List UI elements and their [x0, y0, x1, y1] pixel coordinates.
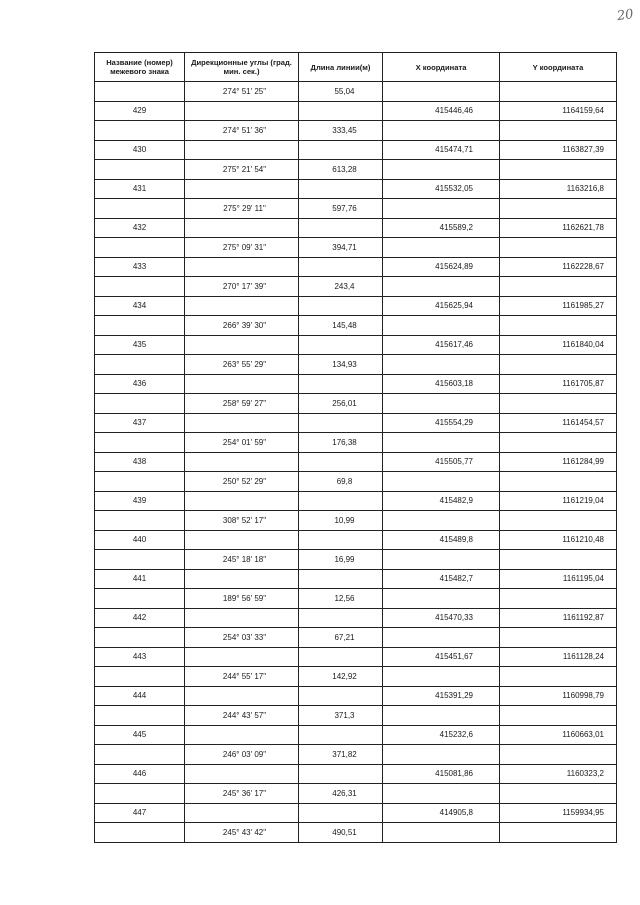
cell-length: 145,48	[299, 316, 383, 335]
cell-point-name	[95, 472, 185, 491]
cell-angle: 250° 52' 29"	[185, 472, 299, 491]
cell-angle	[185, 180, 299, 199]
cell-y: 1161219,04	[562, 496, 604, 506]
cell-y: 1161705,87	[562, 379, 604, 389]
cell-x: 415482,7	[383, 570, 500, 589]
table-row	[95, 472, 616, 492]
cell-point-name	[95, 433, 185, 452]
cell-y: 1160323,2	[566, 769, 604, 779]
cell-length: 613,28	[299, 160, 383, 179]
table-row	[95, 102, 616, 122]
cell-y: 1162228,67	[562, 262, 604, 272]
table-row	[95, 589, 616, 609]
table-header	[95, 53, 616, 82]
cell-point-name: 432	[95, 219, 185, 238]
cell-y: 1161195,04	[562, 574, 604, 584]
cell-y	[500, 823, 616, 842]
cell-x: 415232,6	[383, 726, 500, 745]
cell-x	[383, 433, 500, 452]
cell-angle	[185, 414, 299, 433]
cell-point-name	[95, 745, 185, 764]
table-row	[95, 219, 616, 239]
cell-length: 371,3	[299, 706, 383, 725]
cell-y	[500, 199, 616, 218]
cell-x: 415617,46	[383, 336, 500, 355]
cell-angle: 275° 29' 11"	[185, 199, 299, 218]
cell-y: 1161128,24	[562, 652, 604, 662]
table-row	[95, 277, 616, 297]
cell-point-name: 430	[95, 141, 185, 160]
table-row	[95, 199, 616, 219]
cell-x	[383, 667, 500, 686]
table-row	[95, 765, 616, 785]
cell-y: 1161454,57	[562, 418, 604, 428]
cell-angle: 245° 43' 42"	[185, 823, 299, 842]
cell-angle: 246° 03' 09"	[185, 745, 299, 764]
cell-angle: 244° 55' 17"	[185, 667, 299, 686]
table-row	[95, 570, 616, 590]
cell-angle	[185, 453, 299, 472]
cell-angle	[185, 336, 299, 355]
cell-x: 415446,46	[383, 102, 500, 121]
cell-length: 490,51	[299, 823, 383, 842]
cell-length	[299, 297, 383, 316]
cell-length: 142,92	[299, 667, 383, 686]
cell-x	[383, 355, 500, 374]
cell-point-name: 433	[95, 258, 185, 277]
table-row	[95, 492, 616, 512]
page-number-mark: 20	[616, 6, 635, 25]
table-row	[95, 238, 616, 258]
cell-length: 134,93	[299, 355, 383, 374]
cell-y	[500, 160, 616, 179]
cell-angle	[185, 375, 299, 394]
cell-point-name: 434	[95, 297, 185, 316]
cell-length	[299, 141, 383, 160]
cell-length	[299, 648, 383, 667]
cell-angle: 266° 39' 30"	[185, 316, 299, 335]
cell-y	[500, 121, 616, 140]
cell-y: 1163827,39	[562, 145, 604, 155]
cell-angle	[185, 726, 299, 745]
table-row	[95, 706, 616, 726]
table-row	[95, 531, 616, 551]
table-body	[95, 82, 616, 843]
cell-length	[299, 765, 383, 784]
cell-y: 1160663,01	[562, 730, 604, 740]
table-row	[95, 375, 616, 395]
cell-x	[383, 589, 500, 608]
cell-y: 1161985,27	[562, 301, 604, 311]
cell-point-name: 429	[95, 102, 185, 121]
cell-angle: 275° 21' 54"	[185, 160, 299, 179]
table-row	[95, 160, 616, 180]
cell-length	[299, 804, 383, 823]
table-row	[95, 82, 616, 102]
cell-y	[500, 745, 616, 764]
cell-length: 176,38	[299, 433, 383, 452]
cell-length: 12,56	[299, 589, 383, 608]
header-x-coordinate: X координата	[383, 53, 500, 81]
cell-y	[500, 550, 616, 569]
cell-x	[383, 82, 500, 101]
cell-x	[383, 823, 500, 842]
cell-point-name: 441	[95, 570, 185, 589]
cell-x	[383, 550, 500, 569]
cell-length	[299, 726, 383, 745]
header-angle: Дирекционные углы (град. мин. сек.)	[185, 53, 299, 81]
cell-angle	[185, 492, 299, 511]
cell-angle	[185, 531, 299, 550]
cell-length: 371,82	[299, 745, 383, 764]
table-row	[95, 355, 616, 375]
cell-angle: 254° 01' 59"	[185, 433, 299, 452]
cell-point-name: 446	[95, 765, 185, 784]
table-row	[95, 394, 616, 414]
table-row	[95, 316, 616, 336]
cell-x	[383, 121, 500, 140]
cell-point-name	[95, 784, 185, 803]
cell-x	[383, 745, 500, 764]
cell-y: 1164159,64	[562, 106, 604, 116]
cell-angle	[185, 687, 299, 706]
cell-point-name	[95, 667, 185, 686]
cell-point-name	[95, 823, 185, 842]
cell-x: 415589,2	[383, 219, 500, 238]
cell-point-name: 437	[95, 414, 185, 433]
table-row	[95, 726, 616, 746]
cell-length	[299, 687, 383, 706]
cell-point-name: 443	[95, 648, 185, 667]
cell-x: 415470,33	[383, 609, 500, 628]
cell-angle: 308° 52' 17"	[185, 511, 299, 530]
cell-length	[299, 609, 383, 628]
table-row	[95, 745, 616, 765]
cell-point-name: 431	[95, 180, 185, 199]
table-row	[95, 121, 616, 141]
cell-x: 414905,8	[383, 804, 500, 823]
cell-x	[383, 238, 500, 257]
cell-y: 1161840,04	[562, 340, 604, 350]
table-row	[95, 433, 616, 453]
header-point-name: Название (номер) межевого знака	[95, 53, 185, 81]
cell-angle: 258° 59' 27"	[185, 394, 299, 413]
cell-angle: 270° 17' 39"	[185, 277, 299, 296]
cell-angle	[185, 804, 299, 823]
cell-point-name	[95, 82, 185, 101]
cell-x: 415625,94	[383, 297, 500, 316]
cell-length: 10,99	[299, 511, 383, 530]
cell-y: 1160998,79	[562, 691, 604, 701]
cell-angle	[185, 258, 299, 277]
cell-point-name	[95, 238, 185, 257]
cell-y	[500, 355, 616, 374]
cell-y: 1163216,8	[566, 184, 604, 194]
cell-x	[383, 199, 500, 218]
cell-y	[500, 628, 616, 647]
cell-y	[500, 316, 616, 335]
cell-x: 415489,8	[383, 531, 500, 550]
cell-point-name	[95, 511, 185, 530]
table-row	[95, 667, 616, 687]
cell-point-name: 439	[95, 492, 185, 511]
cell-x: 415482,9	[383, 492, 500, 511]
table-row	[95, 804, 616, 824]
cell-point-name: 445	[95, 726, 185, 745]
cell-y	[500, 238, 616, 257]
cell-y	[500, 394, 616, 413]
cell-point-name	[95, 589, 185, 608]
cell-length	[299, 258, 383, 277]
header-y-coordinate: Y координата	[532, 62, 584, 72]
cell-point-name: 435	[95, 336, 185, 355]
table-row	[95, 336, 616, 356]
cell-length	[299, 180, 383, 199]
cell-point-name	[95, 550, 185, 569]
cell-angle	[185, 648, 299, 667]
cell-point-name: 442	[95, 609, 185, 628]
cell-length	[299, 453, 383, 472]
cell-length	[299, 102, 383, 121]
cell-y	[500, 589, 616, 608]
cell-angle	[185, 570, 299, 589]
cell-x: 415532,05	[383, 180, 500, 199]
cell-length: 426,31	[299, 784, 383, 803]
cell-x: 415603,18	[383, 375, 500, 394]
cell-angle: 245° 36' 17"	[185, 784, 299, 803]
cell-x: 415474,71	[383, 141, 500, 160]
cell-y	[500, 706, 616, 725]
cell-length	[299, 570, 383, 589]
cell-angle	[185, 219, 299, 238]
table-row	[95, 823, 616, 843]
cell-angle	[185, 609, 299, 628]
table-row	[95, 141, 616, 161]
cell-y	[500, 277, 616, 296]
coordinates-table	[94, 52, 617, 843]
cell-angle: 254° 03' 33"	[185, 628, 299, 647]
cell-angle: 244° 43' 57"	[185, 706, 299, 725]
cell-point-name: 447	[95, 804, 185, 823]
cell-x	[383, 511, 500, 530]
cell-x: 415451,67	[383, 648, 500, 667]
cell-length: 16,99	[299, 550, 383, 569]
cell-point-name	[95, 706, 185, 725]
cell-x: 415554,29	[383, 414, 500, 433]
table-row	[95, 550, 616, 570]
table-row	[95, 648, 616, 668]
table-row	[95, 453, 616, 473]
table-row	[95, 511, 616, 531]
cell-point-name	[95, 277, 185, 296]
cell-angle: 189° 56' 59"	[185, 589, 299, 608]
cell-x	[383, 628, 500, 647]
cell-x	[383, 160, 500, 179]
table-row	[95, 297, 616, 317]
cell-length	[299, 375, 383, 394]
cell-x: 415081,86	[383, 765, 500, 784]
cell-length	[299, 531, 383, 550]
cell-point-name: 444	[95, 687, 185, 706]
table-row	[95, 180, 616, 200]
cell-y	[500, 667, 616, 686]
cell-length: 243,4	[299, 277, 383, 296]
cell-y: 1161192,87	[562, 613, 604, 623]
cell-point-name	[95, 394, 185, 413]
header-length: Длина линии(м)	[299, 53, 383, 81]
cell-point-name	[95, 121, 185, 140]
cell-y	[500, 784, 616, 803]
cell-length	[299, 219, 383, 238]
cell-y	[500, 472, 616, 491]
cell-angle: 275° 09' 31"	[185, 238, 299, 257]
cell-length: 69,8	[299, 472, 383, 491]
cell-angle	[185, 765, 299, 784]
cell-y	[500, 433, 616, 452]
cell-point-name	[95, 628, 185, 647]
cell-length: 597,76	[299, 199, 383, 218]
cell-x: 415391,29	[383, 687, 500, 706]
cell-length	[299, 492, 383, 511]
cell-point-name	[95, 199, 185, 218]
cell-angle	[185, 297, 299, 316]
cell-length: 67,21	[299, 628, 383, 647]
cell-y: 1161210,48	[562, 535, 604, 545]
cell-y: 1161284,99	[562, 457, 604, 467]
cell-angle: 274° 51' 25"	[185, 82, 299, 101]
cell-y: 1159934,95	[562, 808, 604, 818]
table-row	[95, 687, 616, 707]
cell-angle: 245° 18' 18"	[185, 550, 299, 569]
cell-angle: 263° 55' 29"	[185, 355, 299, 374]
cell-angle	[185, 141, 299, 160]
table-row	[95, 258, 616, 278]
cell-point-name	[95, 355, 185, 374]
cell-x	[383, 394, 500, 413]
cell-angle	[185, 102, 299, 121]
cell-x	[383, 316, 500, 335]
cell-length: 55,04	[299, 82, 383, 101]
cell-y	[500, 511, 616, 530]
table-row	[95, 414, 616, 434]
table-row	[95, 784, 616, 804]
cell-point-name	[95, 160, 185, 179]
cell-point-name	[95, 316, 185, 335]
cell-y: 1162621,78	[562, 223, 604, 233]
table-row	[95, 628, 616, 648]
cell-point-name: 440	[95, 531, 185, 550]
cell-x	[383, 277, 500, 296]
cell-angle: 274° 51' 36"	[185, 121, 299, 140]
cell-length: 256,01	[299, 394, 383, 413]
cell-length	[299, 414, 383, 433]
cell-length	[299, 336, 383, 355]
cell-point-name: 436	[95, 375, 185, 394]
cell-x	[383, 472, 500, 491]
cell-x: 415624,89	[383, 258, 500, 277]
cell-length: 394,71	[299, 238, 383, 257]
cell-point-name: 438	[95, 453, 185, 472]
cell-x	[383, 706, 500, 725]
cell-y	[500, 82, 616, 101]
cell-x	[383, 784, 500, 803]
table-row	[95, 609, 616, 629]
cell-x: 415505,77	[383, 453, 500, 472]
cell-length: 333,45	[299, 121, 383, 140]
